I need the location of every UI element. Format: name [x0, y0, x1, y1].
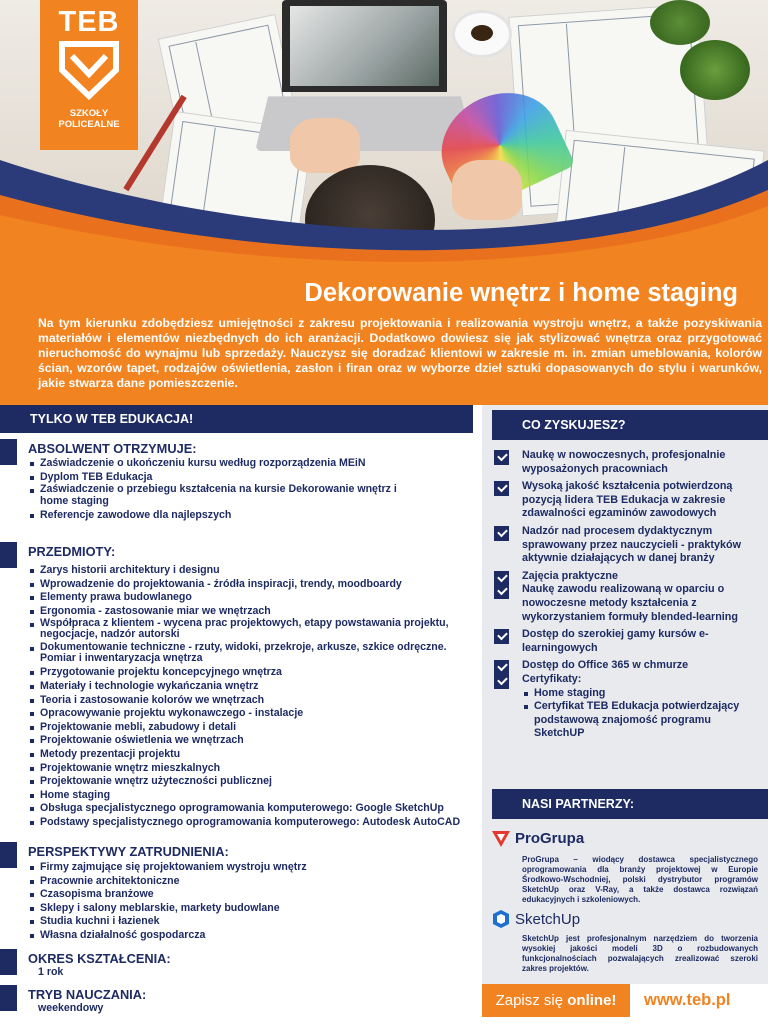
right-column [482, 405, 768, 1024]
progrupa-name: ProGrupa [515, 830, 585, 847]
checkmark-icon [494, 526, 509, 541]
cta-bold: online! [567, 992, 617, 1009]
progrupa-logo[interactable] [492, 830, 584, 847]
cta-bar [482, 984, 768, 1024]
sketchup-logo[interactable] [492, 910, 580, 928]
sketchup-description: SketchUp jest profesjonalnym narzędziem do tworzenia wysokiej jakości modeli 3D o rozbudowanych funkcjonalnościach pozwalających zrealizować szeroki zakres projektów. [522, 934, 758, 973]
sketchup-icon [492, 910, 510, 928]
benefit-text: Dostęp do szerokiej gamy kursów e-learningowych [522, 628, 709, 654]
okres-value: 1 rok [38, 966, 64, 978]
logo-sub-line1: SZKOŁY [69, 108, 109, 119]
website-link[interactable]: www.teb.pl [644, 991, 731, 1009]
list-item: Pracownie architektoniczne [30, 875, 480, 889]
list-item [30, 802, 480, 816]
przedmioty-heading: PRZEDMIOTY: [28, 544, 116, 559]
shield-logo-icon [58, 40, 120, 100]
logo-sub-line2: POLICEALNE [58, 119, 120, 130]
coffee-cup-icon [452, 10, 512, 58]
teb-logo[interactable] [40, 0, 138, 150]
benefit-text: Naukę w nowoczesnych, profesjonalnie wyposażonych pracowniach [522, 449, 726, 475]
tryb-value: weekendowy [38, 1002, 104, 1014]
tryb-heading: TRYB NAUCZANIA: [28, 987, 147, 1002]
hero-section [0, 0, 768, 405]
list-item: Studia kuchni i łazienek [30, 915, 480, 929]
benefit-text: Zajęcia praktyczne [522, 569, 619, 582]
list-item: Zaświadczenie o przebiegu kształcenia na kursie Dekorowanie wnętrz i home staging [30, 484, 410, 507]
benefit-item [494, 525, 764, 566]
okres-section [0, 951, 480, 979]
left-column [0, 405, 480, 1024]
benefit-item [494, 673, 764, 741]
partners-header-bar: NASI PARTNERZY: [492, 789, 768, 819]
absolwent-section [0, 441, 480, 523]
checkmark-icon [494, 481, 509, 496]
hero-description: Na tym kierunku zdobędziesz umiejętności z zakresu projektowania i realizowania wystroju wnętrz, a także pozyskiwania materiałów i elementów niezbędnych do ich aranżacji. Dodatkowo dowiesz się jak stylizować wnętrza oraz przygotować nieruchomość do wynajmu lub sprzedaży. Nauczysz się doradzać klientowi w zakresie m. in. zmian umeblowania, kolorów ścian, wzorów tapet, rodzajów oświetlenia, zasłon i firan oraz w wyborze dzieł sztuki dopasowanych do stylu i warunków, jakie stwarza dane pomieszczenie. [38, 316, 762, 390]
list-item: Przygotowanie projektu koncepcyjnego wnętrza [30, 666, 480, 680]
list-item: Dyplom TEB Edukacja [30, 471, 480, 485]
list-item: Dokumentowanie techniczne - rzuty, widoki, przekroje, arkusze, szkice odręczne. Pomiar i inwentaryzacja wnętrza [30, 642, 450, 664]
autocad-name: Autodesk AutoCAD [362, 815, 461, 828]
benefit-item [494, 480, 764, 521]
section-marker [0, 439, 17, 465]
cert-item: Certyfikat TEB Edukacja potwierdzający podstawową znajomość programu SketchUP [522, 700, 764, 741]
benefit-item [494, 570, 764, 584]
list-item: Zarys historii architektury i designu [30, 564, 480, 578]
list-item: Opracowywanie projektu wykonawczego - instalacje [30, 707, 480, 721]
benefit-text: Wysoką jakość kształcenia potwierdzoną pozycją lidera TEB Edukacja w zakresie zdawalności egzaminów zawodowych [522, 480, 733, 520]
benefit-item [494, 659, 764, 673]
list-item: Firmy zajmujące się projektowaniem wystroju wnętrz [30, 861, 480, 875]
section-marker [0, 842, 17, 868]
list-item: Referencje zawodowe dla najlepszych [30, 509, 480, 523]
benefit-text: Naukę zawodu realizowaną w oparciu o nowoczesne metody kształcenia z wykorzystaniem formuły blended-learning [522, 583, 738, 623]
progrupa-icon [492, 831, 510, 847]
sketchup-name: SketchUp [515, 910, 581, 928]
tryb-section [0, 987, 480, 1015]
left-header-bar: TYLKO W TEB EDUKACJA! [0, 405, 473, 433]
autocad-prefix: Podstawy specjalistycznego oprogramowania komputerowego: [40, 815, 363, 828]
list-item: Współpraca z klientem - wycena prac projektowych, etapy powstawania projektu, negocjacje, nadzór autorski [30, 618, 450, 640]
perspektywy-heading: PERSPEKTYWY ZATRUDNIENIA: [28, 844, 229, 859]
certs-label: Certyfikaty: [522, 672, 582, 685]
absolwent-heading: ABSOLWENT OTRZYMUJE: [28, 441, 197, 456]
list-item: Metody prezentacji projektu [30, 748, 480, 762]
list-item: Elementy prawa budowlanego [30, 591, 480, 605]
list-item [30, 816, 480, 830]
list-item: Własna działalność gospodarcza [30, 929, 480, 943]
list-item: Teoria i zastosowanie kolorów we wnętrzach [30, 694, 480, 708]
logo-subtitle [40, 108, 138, 130]
benefit-text: Dostęp do Office 365 w chmurze [522, 659, 689, 672]
list-item: Home staging [30, 789, 480, 803]
sketchup-name: Google SketchUp [355, 802, 444, 815]
list-item: Wprowadzenie do projektowania - źródła inspiracji, trendy, moodboardy [30, 578, 480, 592]
section-marker [0, 985, 17, 1011]
checkmark-icon [494, 629, 509, 644]
cert-item: Home staging [522, 687, 764, 701]
cta-prefix: Zapisz się [495, 992, 568, 1009]
checkmark-icon [494, 450, 509, 465]
checkmark-icon [494, 584, 509, 599]
signup-online-button[interactable] [482, 984, 630, 1017]
list-item: Projektowanie mebli, zabudowy i detali [30, 721, 480, 735]
perspektywy-section [0, 844, 480, 943]
benefit-text: Nadzór nad procesem dydaktycznym sprawowany przez nauczycieli - praktyków aktywnie działających w danej branży [522, 524, 742, 565]
list-item: Czasopisma branżowe [30, 888, 480, 902]
list-item: Ergonomia - zastosowanie miar we wnętrzach [30, 605, 480, 619]
benefit-item [494, 583, 764, 624]
laptop-icon [282, 0, 447, 92]
okres-heading: OKRES KSZTAŁCENIA: [28, 951, 171, 966]
benefit-item [494, 449, 764, 476]
list-item: Projektowanie wnętrz mieszkalnych [30, 762, 480, 776]
benefits-list [494, 449, 764, 745]
checkmark-icon [494, 674, 509, 689]
list-item: Projektowanie oświetlenia we wnętrzach [30, 734, 480, 748]
progrupa-description: ProGrupa – wiodący dostawca specjalistycznego oprogramowania dla branży projektowej w Europie Środkowo-Wschodniej, polski dystrybutor programów SketchUp oraz V-Ray, a także dostawca rozwiązań edukacyjnych i szkoleniowych. [522, 855, 758, 904]
page-title: Dekorowanie wnętrz i home staging [304, 279, 738, 307]
benefits-header-bar: CO ZYSKUJESZ? [492, 410, 768, 440]
benefit-item [494, 628, 764, 655]
list-item: Materiały i technologie wykańczania wnętrz [30, 680, 480, 694]
list-item: Projektowanie wnętrz użyteczności publicznej [30, 775, 480, 789]
logo-text: TEB [58, 6, 120, 38]
list-item: Zaświadczenie o ukończeniu kursu według rozporządzenia MEiN [30, 457, 480, 471]
section-marker [0, 542, 17, 568]
section-marker [0, 949, 17, 975]
sketchup-prefix: Obsługa specjalistycznego oprogramowania komputerowego: [40, 802, 356, 815]
przedmioty-section [0, 544, 480, 830]
list-item: Sklepy i salony meblarskie, markety budowlane [30, 902, 480, 916]
